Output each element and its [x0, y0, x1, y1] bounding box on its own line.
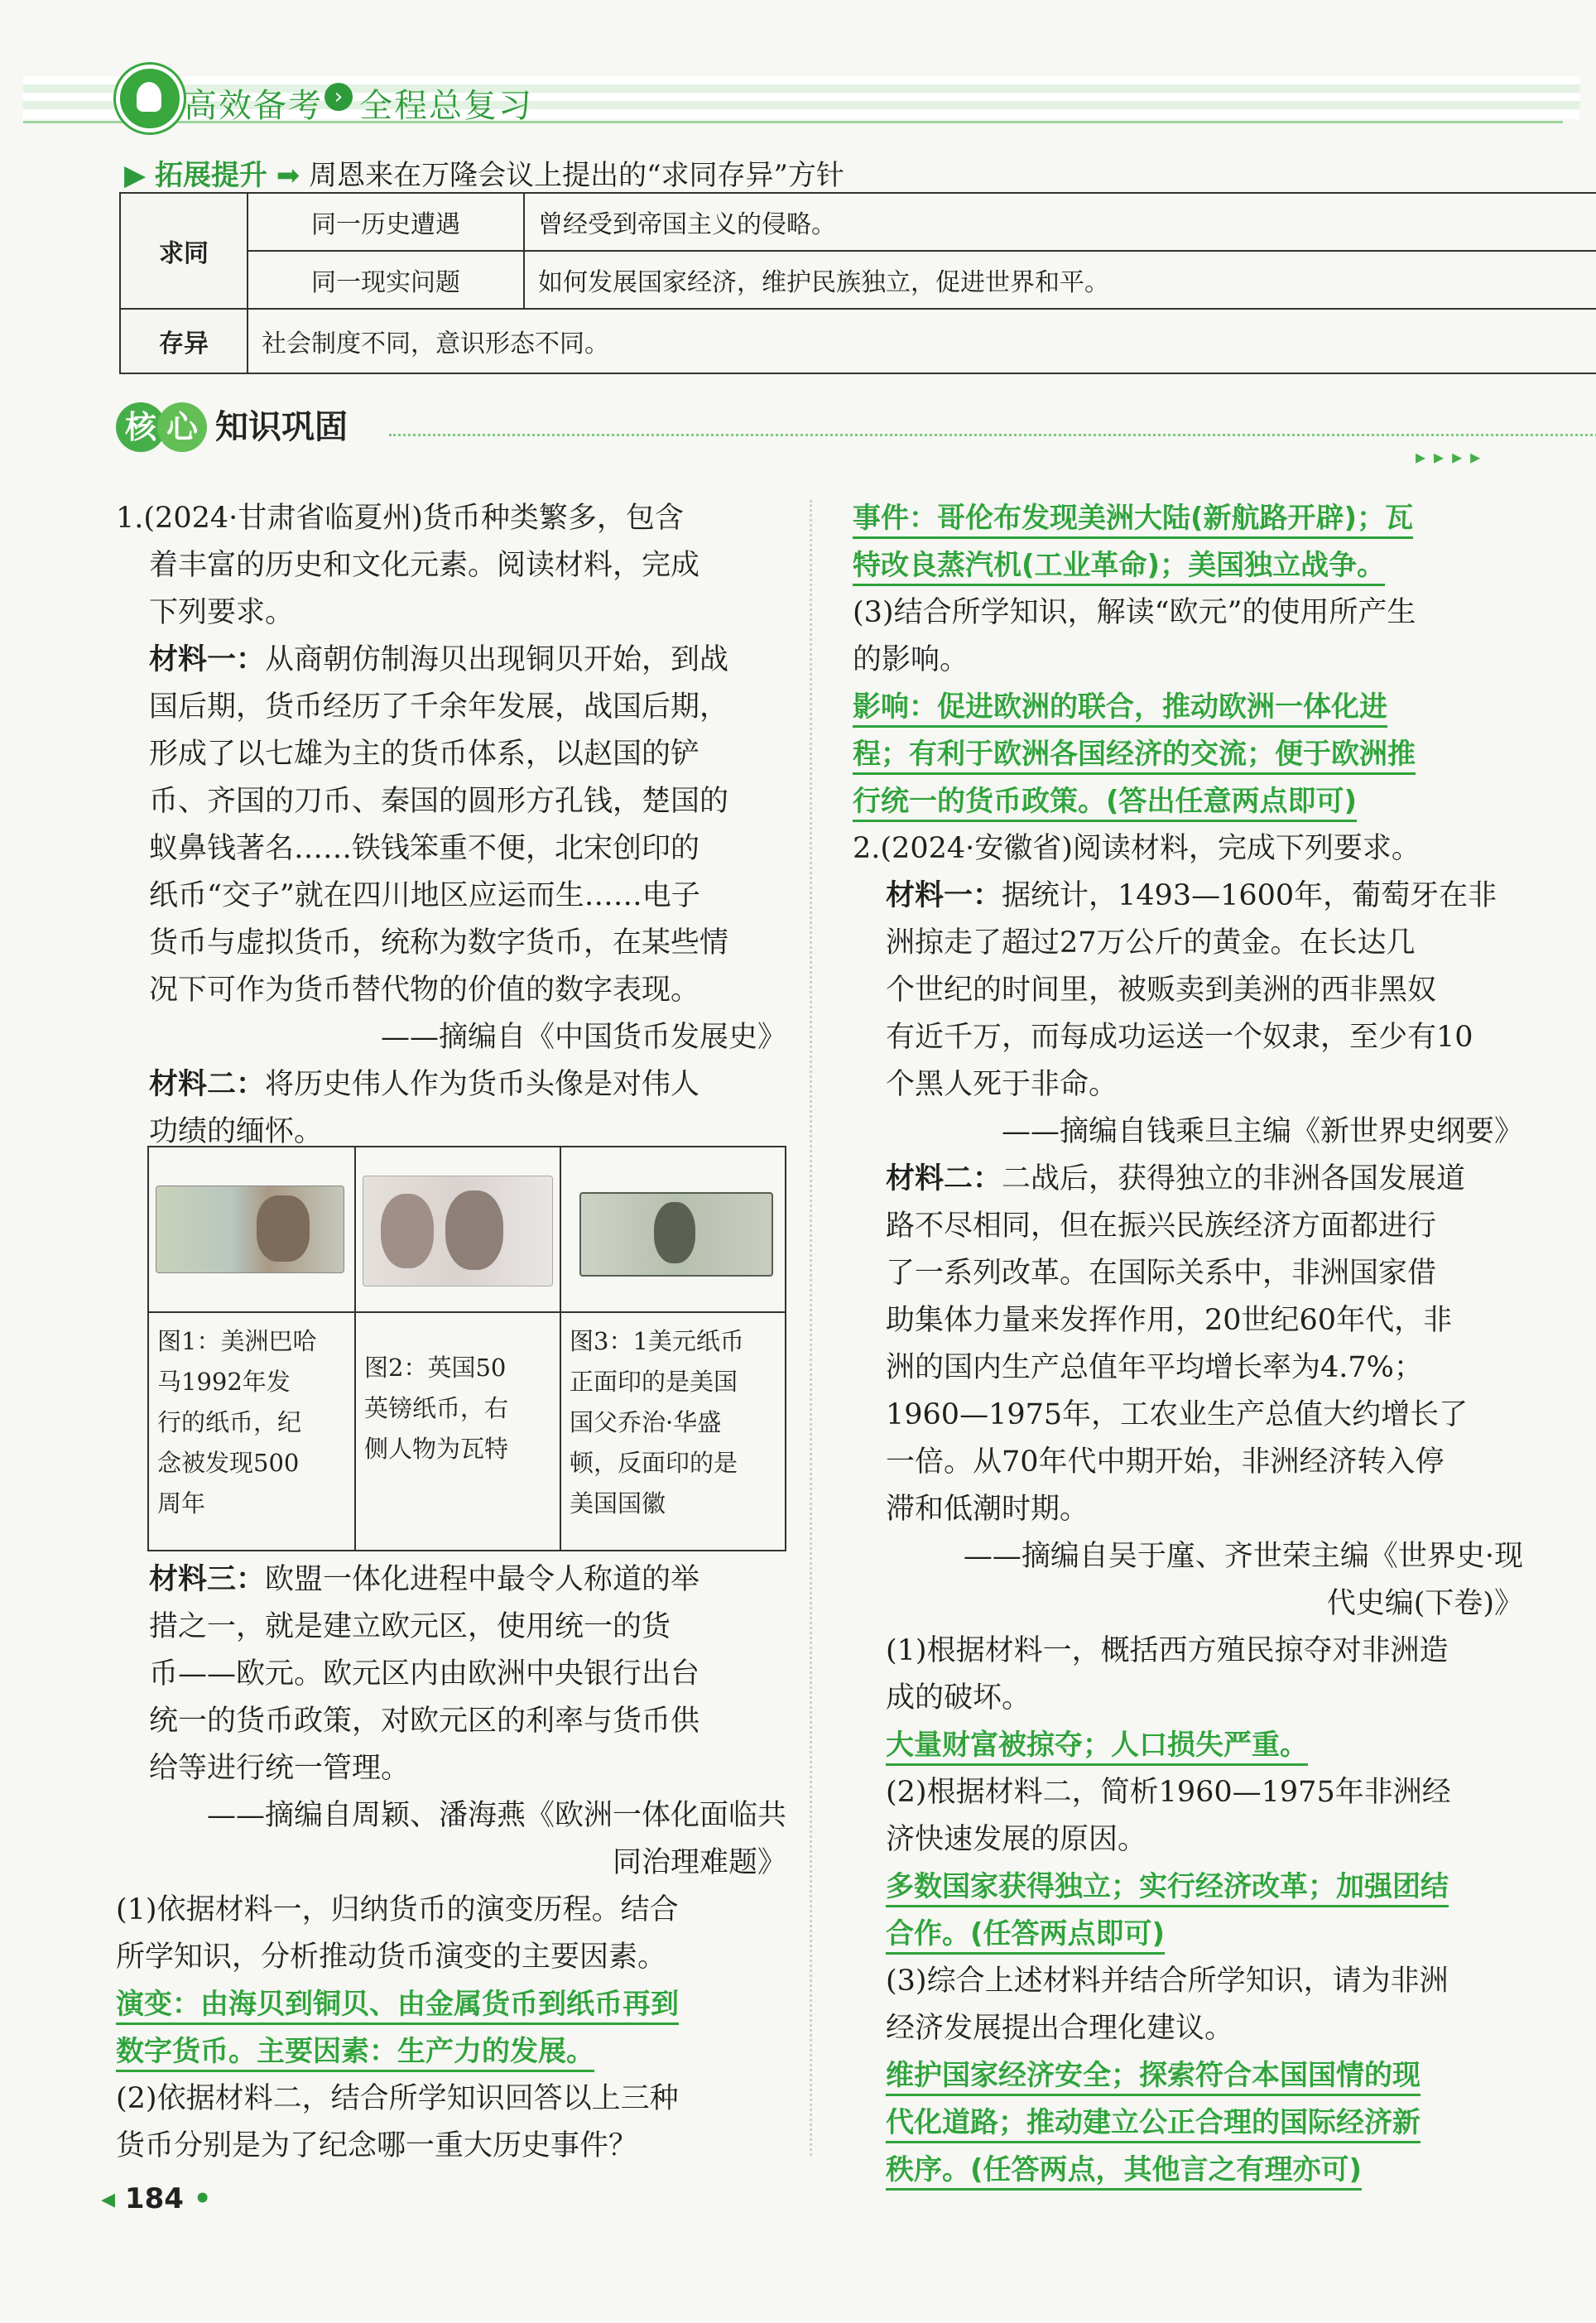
question-intro: 2.(2024·安徽省)阅读材料，完成下列要求。: [853, 832, 1421, 865]
material-line: 材料一：据统计，1493—1600年，葡萄牙在非: [886, 879, 1497, 912]
material-source: ——摘编自《中国货币发展史》: [380, 1021, 786, 1054]
extension-title: 周恩来在万隆会议上提出的“求同存异”方针: [309, 159, 844, 192]
portrait-icon: [257, 1195, 310, 1262]
sub-question: (2)根据材料二，简析1960—1975年非洲经: [886, 1776, 1451, 1809]
material-line: 洲掠走了超过27万公斤的黄金。在长达几: [886, 926, 1416, 960]
dot-icon: •: [193, 2182, 212, 2215]
answer-line: 多数国家获得独立；实行经济改革；加强团结: [853, 1864, 1523, 1911]
material-label: 材料一：: [886, 879, 1002, 912]
material-line: 币——欧元。欧元区内由欧洲中央银行出台: [149, 1657, 700, 1691]
material-line: 功绩的缅怀。: [149, 1115, 324, 1148]
material-source: 代史编(下卷)》: [1326, 1587, 1523, 1620]
material-line: 个世纪的时间里，被贩卖到美洲的西非黑奴: [886, 974, 1437, 1007]
table-row: [120, 251, 1596, 309]
answer-line: 行统一的货币政策。(答出任意两点即可): [853, 778, 1523, 825]
row-head: 存异: [120, 309, 248, 373]
answer-line: 代化道路；推动建立公正合理的国际经济新: [853, 2099, 1523, 2147]
material-line: 材料二：将历史伟人作为货币头像是对伟人: [149, 1068, 700, 1101]
sub-question: (3)结合所学知识，解读“欧元”的使用所产生: [853, 596, 1416, 629]
material-line: 形成了以七雄为主的货币体系，以赵国的铲: [149, 738, 700, 771]
material-line: 洲的国内生产总值年平均增长率为4.7%；: [886, 1351, 1423, 1384]
material-label: 材料一：: [149, 643, 266, 676]
column-divider: [810, 500, 812, 2156]
answer-line: 合作。(任答两点即可): [853, 1911, 1523, 1958]
material-line: 有近千万，而每成功运送一个奴隶，至少有10: [886, 1021, 1473, 1054]
banknote-image-us: [561, 1147, 785, 1313]
dotted-rule: [389, 434, 1596, 438]
sub-question: 的影响。: [853, 643, 969, 676]
material-line: 蚁鼻钱著名……铁钱笨重不便，北宋创印的: [149, 832, 700, 865]
sub-question: (1)依据材料一，归纳货币的演变历程。结合: [116, 1893, 679, 1926]
table-row: [120, 309, 1596, 373]
answer-line: 演变：由海贝到铜贝、由金属货币到纸币再到: [116, 1981, 786, 2028]
question-column-right: [853, 495, 1523, 2194]
material-source: ——摘编自吴于廑、齐世荣主编《世界史·现: [963, 1540, 1523, 1573]
answer-line: 数字货币。主要因素：生产力的发展。: [116, 2028, 786, 2075]
question-1-part-a: [116, 495, 786, 1156]
material-line: 况下可作为货币替代物的价值的数字表现。: [149, 974, 700, 1007]
graduate-logo-icon: [116, 65, 184, 132]
triangle-icon: ▶: [124, 159, 147, 192]
banknote-bahamas-icon: [156, 1186, 344, 1273]
arrows-icon: ▸▸▸▸: [1416, 445, 1489, 469]
row-content: 如何发展国家经济，维护民族独立，促进世界和平。: [524, 251, 1596, 309]
section-heading: [116, 402, 348, 455]
sub-question: 济快速发展的原因。: [886, 1823, 1147, 1856]
material-line: 助集体力量来发挥作用，20世纪60年代，非: [886, 1304, 1453, 1337]
material-label: 材料三：: [149, 1563, 266, 1596]
material-source: 同治理难题》: [612, 1846, 786, 1879]
caption-figure-2: 图2：英国50 英镑纸币，右 侧人物为瓦特: [356, 1313, 561, 1550]
sub-question: (2)依据材料二，结合所学知识回答以上三种: [116, 2082, 679, 2115]
banknote-figure-table: [147, 1146, 786, 1551]
material-line: 币、齐国的刀币、秦国的圆形方孔钱，楚国的: [149, 785, 729, 818]
row-head: 求同: [120, 193, 248, 309]
material-line: 一倍。从70年代中期开始，非洲经济转入停: [886, 1445, 1445, 1479]
book-title: 高效备考: [184, 87, 323, 125]
material-line: 了一系列改革。在国际关系中，非洲国家借: [886, 1257, 1437, 1290]
row-content: 社会制度不同，意识形态不同。: [248, 309, 1596, 373]
extension-label: 拓展提升: [154, 159, 267, 192]
arrow-right-icon: ›: [324, 83, 353, 111]
portrait-icon: [654, 1202, 695, 1263]
material-line: 给等进行统一管理。: [149, 1752, 411, 1785]
page-number-value: 184: [124, 2182, 184, 2215]
arrow-icon: ➡: [276, 159, 300, 192]
row-content: 曾经受到帝国主义的侵略。: [524, 193, 1596, 251]
material-source: ——摘编自周颖、潘海燕《欧洲一体化面临共: [206, 1799, 786, 1832]
material-line: 国后期，货币经历了千余年发展，战国后期，: [149, 690, 729, 724]
sub-question: 所学知识，分析推动货币演变的主要因素。: [116, 1941, 667, 1974]
answer-line: 维护国家经济安全；探索符合本国国情的现: [853, 2052, 1523, 2099]
answer-line: 影响：促进欧洲的联合，推动欧洲一体化进: [853, 684, 1523, 731]
sub-question: (3)综合上述材料并结合所学知识，请为非洲: [886, 1965, 1449, 1998]
material-line: 统一的货币政策，对欧元区的利率与货币供: [149, 1705, 700, 1738]
extension-heading: [124, 152, 844, 193]
material-line: 货币与虚拟货币，统称为数字货币，在某些情: [149, 926, 729, 960]
sub-question: 经济发展提出合理化建议。: [886, 2012, 1234, 2045]
material-line: 滞和低潮时期。: [886, 1493, 1089, 1526]
material-line: 材料三：欧盟一体化进程中最令人称道的举: [149, 1563, 700, 1596]
answer-line: 程；有利于欧洲各国经济的交流；便于欧洲推: [853, 731, 1523, 778]
table-row: [120, 193, 1596, 251]
row-subhead: 同一现实问题: [248, 251, 524, 309]
material-line: 材料一：从商朝仿制海贝出现铜贝开始，到战: [149, 643, 729, 676]
question-intro: 1.(2024·甘肃省临夏州)货币种类繁多，包含: [116, 502, 684, 535]
banknote-image-bahamas: [149, 1147, 356, 1313]
answer-line: 事件：哥伦布发现美洲大陆(新航路开辟)；瓦: [853, 495, 1523, 542]
question-intro: 着丰富的历史和文化元素。阅读材料，完成: [149, 549, 700, 582]
material-source: ——摘编自钱乘旦主编《新世界史纲要》: [1001, 1115, 1523, 1148]
material-line: 措之一，就是建立欧元区，使用统一的货: [149, 1610, 671, 1643]
caption-figure-1: 图1：美洲巴哈 马1992年发 行的纸币，纪 念被发现500 周年: [149, 1313, 356, 1550]
row-subhead: 同一历史遭遇: [248, 193, 524, 251]
material-line: 材料二：二战后，获得独立的非洲各国发展道: [886, 1162, 1466, 1195]
material-label: 材料二：: [886, 1162, 1002, 1195]
answer-line: 特改良蒸汽机(工业革命)；美国独立战争。: [853, 542, 1523, 589]
answer-line: 秩序。(任答两点，其他言之有理亦可): [853, 2147, 1523, 2194]
page-number: [101, 2182, 211, 2215]
material-line: 纸币“交子”就在四川地区应运而生……电子: [149, 879, 700, 912]
material-label: 材料二：: [149, 1068, 266, 1101]
caption-figure-3: 图3：1美元纸币 正面印的是美国 国父乔治·华盛 顿，反面印的是 美国国徽: [570, 1327, 744, 1517]
question-intro: 下列要求。: [149, 596, 295, 629]
portrait-icon: [381, 1194, 434, 1268]
material-line: 1960—1975年，工农业生产总值大约增长了: [886, 1398, 1469, 1431]
sub-question: 货币分别是为了纪念哪一重大历史事件？: [116, 2129, 638, 2162]
section-badge-char: 核: [116, 402, 166, 452]
answer-line: 大量财富被掠夺；人口损失严重。: [853, 1722, 1523, 1769]
portrait-icon: [445, 1190, 503, 1270]
banknote-image-uk: [356, 1147, 561, 1313]
section-label: 知识巩固: [215, 408, 348, 446]
extension-table: [119, 192, 1596, 374]
left-arrow-icon: ◂: [101, 2182, 116, 2215]
book-subtitle: 全程总复习: [359, 87, 533, 125]
sub-question: (1)根据材料一，概括西方殖民掠夺对非洲造: [886, 1634, 1449, 1667]
material-line: 路不尽相同，但在振兴民族经济方面都进行: [886, 1210, 1437, 1243]
question-1-part-b: [116, 1556, 786, 2170]
section-badge-char: 心: [157, 402, 207, 452]
sub-question: 成的破坏。: [886, 1681, 1031, 1715]
material-line: 个黑人死于非命。: [886, 1068, 1118, 1101]
